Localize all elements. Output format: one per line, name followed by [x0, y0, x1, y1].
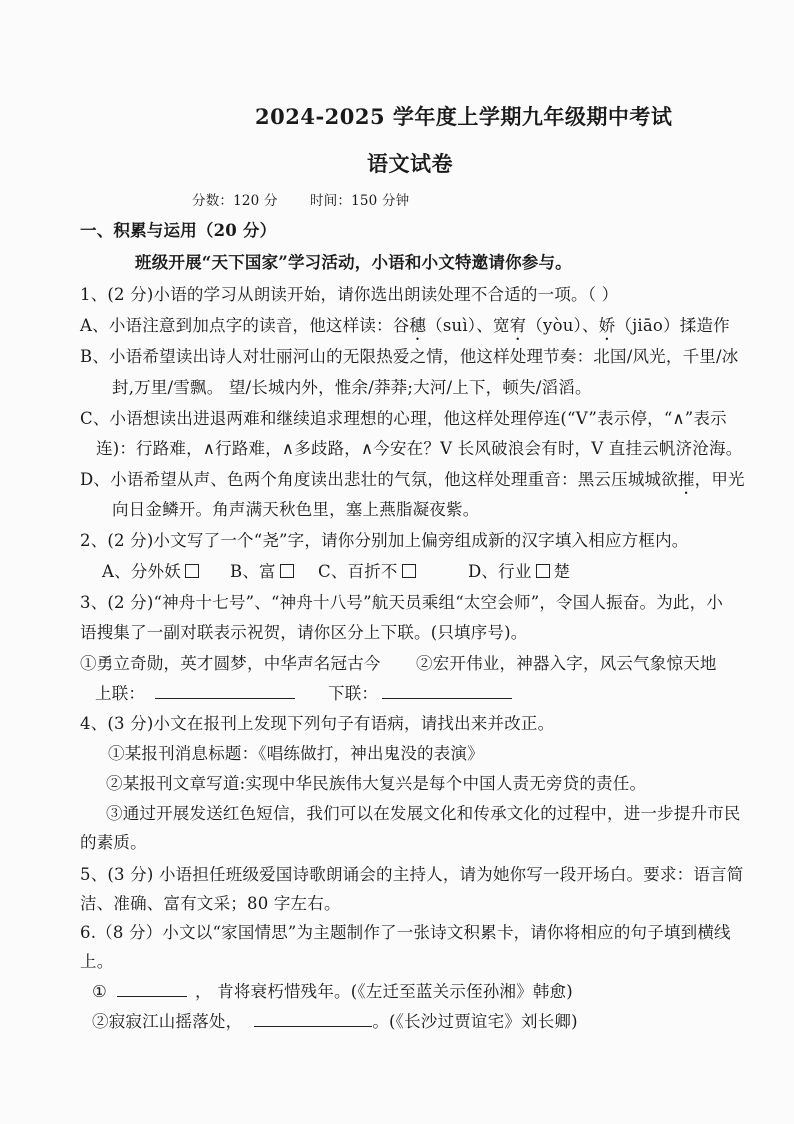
section-heading: 一、积累与运用（20 分） [80, 221, 277, 240]
score-info: 分数：120 分 [192, 193, 278, 209]
question-5-line2: 洁、准确、富有文采；80 字左右。 [80, 894, 341, 913]
dotted-char: 穗 [409, 316, 427, 335]
question-5-line1: 5、(3 分) 小语担任班级爱国诗歌朗诵会的主持人，请为她你写一段开场白。要求：语言简 [80, 865, 744, 884]
question-6-item-2 [92, 1011, 578, 1033]
section-intro: 班级开展“天下国家”学习活动，小语和小文特邀请你参与。 [135, 253, 572, 272]
question-4-sentence-3-line2: 的素质。 [80, 833, 147, 852]
answer-box[interactable] [402, 564, 416, 578]
question-6-item-1 [92, 981, 573, 1003]
item-text: ②寂寂江山摇落处， [92, 1012, 243, 1031]
dotted-char: 娇 [598, 316, 616, 335]
poem-answer-blank-2[interactable] [254, 1012, 372, 1027]
upper-answer-blank[interactable] [155, 684, 295, 699]
option-label: A、分外妖 [102, 562, 181, 581]
question-1-option-d-line1 [80, 469, 745, 498]
time-info: 时间：150 分钟 [310, 193, 410, 209]
exam-title: 2024-2025 学年度上学期九年级期中考试 [255, 104, 673, 129]
option-a-text: A、小语注意到加点字的读音，他这样读：谷 [80, 316, 410, 335]
answer-box[interactable] [280, 564, 294, 578]
question-1-option-c-line1: C、小语想读出进退两难和继续追求理想的心理，他这样处理停连(“V”表示停，“∧”表示 [80, 409, 727, 428]
subject-title: 语文试卷 [367, 151, 453, 176]
item-text: 。(《长沙过贾谊宅》刘长卿) [372, 1012, 578, 1031]
lower-label: 下联： [328, 684, 379, 703]
question-2-option-c [318, 561, 420, 583]
option-label: D、行业 [468, 562, 532, 581]
option-d-text: D、小语希望从声、色两个角度读出悲壮的气氛，他这样处理重音：黑云压城城欲 [80, 470, 678, 489]
question-1-option-b-line2: 封,万里/雪飘。 望/长城内外，惟余/莽莽;大河/上下，顿失/滔滔。 [112, 378, 592, 397]
question-3-line2: 语搜集了一副对联表示祝贺，请你区分上下联。(只填序号)。 [80, 623, 528, 642]
dotted-char: 宥 [509, 316, 527, 335]
option-a-text: （suì）、宽 [426, 316, 510, 335]
question-2-option-d [468, 561, 570, 583]
question-4-stem: 4、(3 分)小文在报刊上发现下列句子有语病，请找出来并改正。 [80, 714, 555, 733]
lower-couplet-answer [328, 683, 512, 705]
question-2-option-a [102, 561, 203, 583]
question-1-stem: 1、(2 分)小语的学习从朗读开始，请你选出朗读处理不合适的一项。（ ） [80, 285, 619, 304]
question-4-sentence-2: ②某报刊文章写道:实现中华民族伟大复兴是每个中国人责无旁贷的责任。 [106, 774, 647, 793]
question-6-line2: 上。 [80, 952, 114, 971]
option-label: C、百折不 [318, 562, 398, 581]
couplet-2: ②宏开伟业，神器入字，风云气象惊天地 [416, 654, 717, 673]
item-text: ， 肯将衰朽惜残年。(《左迁至蓝关示侄孙湘》韩愈) [195, 982, 573, 1001]
item-number: ① [92, 982, 107, 1001]
option-a-text: （jiāo）揉造作 [615, 316, 730, 335]
upper-label: 上联： [95, 684, 146, 703]
question-1-option-a [80, 315, 730, 344]
option-a-text: （yòu）、 [526, 316, 599, 335]
question-4-sentence-1: ①某报刊消息标题：《唱练做打，神出鬼没的表演》 [108, 744, 484, 763]
poem-answer-blank-1[interactable] [117, 982, 187, 997]
question-3-line1: 3、(2 分)“神舟十七号”、“神舟十八号”航天员乘组“太空会师”，令国人振奋。为此，小 [80, 593, 724, 612]
question-1-option-d-line2: 向日金鳞开。角声满天秋色里，塞上燕脂凝夜紫。 [112, 500, 480, 519]
option-label: B、富 [230, 562, 276, 581]
question-6-line1: 6.（8 分）小文以“家国情思”为主题制作了一张诗文积累卡，请你将相应的句子填到横线 [80, 923, 731, 942]
option-d-text: ，甲光 [694, 470, 745, 489]
lower-answer-blank[interactable] [382, 684, 512, 699]
question-1-option-b-line1: B、小语希望读出诗人对壮丽河山的无限热爱之情，他这样处理节奏：北国/风光，千里/冰 [80, 347, 739, 366]
question-4-sentence-3-line1: ③通过开展发送红色短信，我们可以在发展文化和传承文化的过程中，进一步提升市民 [106, 804, 741, 823]
question-1-option-c-line2: 连)：行路难，∧行路难，∧多歧路，∧今安在？V 长风破浪会有时，V 直挂云帆济沧海。 [96, 439, 743, 458]
option-label: 楚 [553, 562, 571, 581]
question-2-option-b [230, 561, 298, 583]
answer-box[interactable] [536, 564, 550, 578]
answer-box[interactable] [185, 564, 199, 578]
dotted-char: 摧 [677, 470, 695, 489]
question-2-stem: 2、(2 分)小文写了一个“尧”字，请你分别加上偏旁组成新的汉字填入相应方框内。 [80, 531, 689, 550]
upper-couplet-answer [95, 683, 295, 705]
couplet-1: ①勇立奇勋，英才圆梦，中华声名冠古今 [80, 654, 381, 673]
